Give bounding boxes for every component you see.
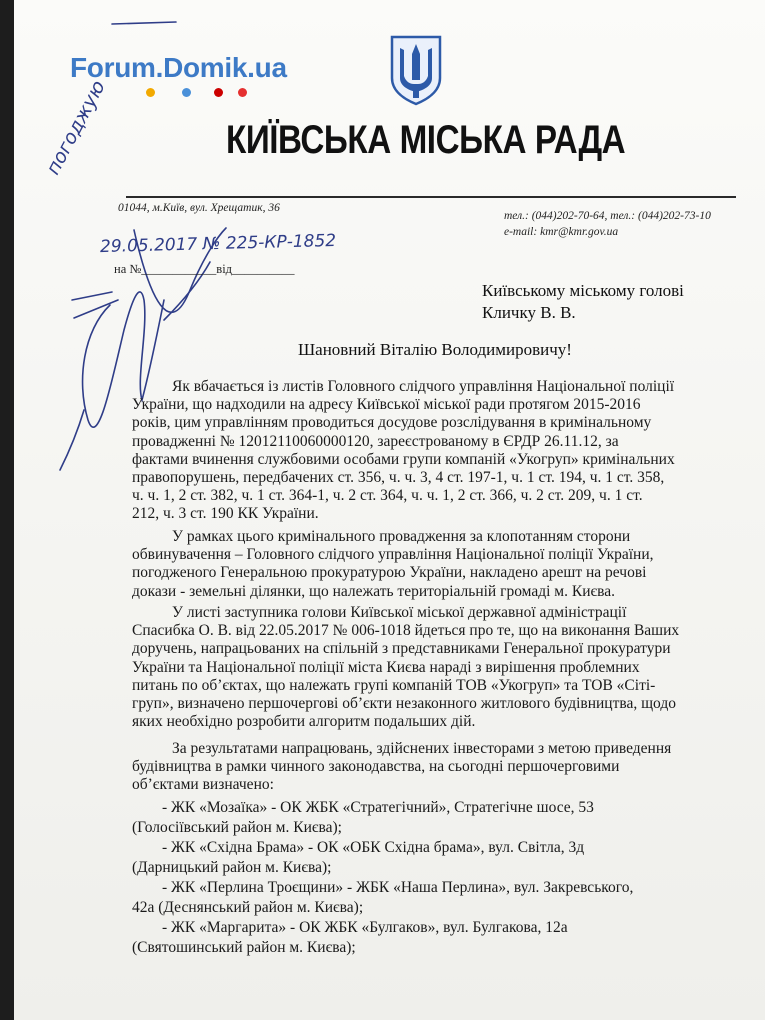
text-line: об’єктами визначено: [132,776,274,794]
text-line: фактами вчинення службовими особами групи компаній «Укогруп» кримінальних [132,450,675,468]
list-item: - ЖК «Мозаїка» - ОК ЖБК «Стратегічний», Стратегічне шосе, 53 [162,799,594,816]
text-line: доручень, напрацьованих на спільній з представниками Генеральної прокуратури [132,640,671,658]
text-line: докази - земельні ділянки, що належать територіальній громаді м. Києва. [132,582,616,600]
paragraph [132,604,748,731]
text-line: України та Національної поліції міста Києва нараді з вирішення проблемних [132,658,640,676]
text-line: погодженого Генеральною прокуратурою України, накладено арешт на речові [132,564,647,582]
text-line: Спасибка О. В. від 22.05.2017 № 006-1018 йдеться про те, що на виконання Ваших [132,622,680,640]
list-item: (Дарницький район м. Києва); [132,859,332,876]
text-line: провадженні № 12012110060000120, зареєстрованому в ЄРДР 26.11.12, за [132,432,619,450]
text-line: яких необхідно розробити алгоритм подальших дій. [132,713,476,731]
text-line: питань по об’єктах, що належать групі компаній ТОВ «Укогруп» та ТОВ «Сіті- [132,676,656,694]
watermark-dot [182,88,191,97]
paragraph [132,378,748,524]
watermark-dot [214,88,223,97]
text-line: За результатами напрацювань, здійснених інвесторами з метою приведення [172,740,672,757]
header-divider [126,196,736,198]
addressee-line: Київському міському голові [482,281,684,300]
text-line: України, що надходили на адресу Київської міської ради протягом 2015-2016 [132,396,641,414]
list-item: (Голосіївський район м. Києва); [132,819,342,836]
text-line: 212, ч. 3 ст. 190 КК України. [132,505,319,523]
text-line: У листі заступника голови Київської міської державної адміністрації [172,604,627,621]
text-line: ч. ч. 1, 2 ст. 382, ч. 1 ст. 364-1, ч. 2 ст. 364, ч. ч. 1, 2 ст. 366, ч. 2 ст. 209, ч. 1 ст. [132,487,643,505]
addressee [482,280,684,324]
council-title: КИЇВСЬКА МІСЬКА РАДА [226,118,626,162]
text-line: будівництва в рамки чинного законодавства, на сьогодні першочерговими [132,758,620,776]
text-line: років, цим управлінням проводиться досудове розслідування в кримінальному [132,414,652,432]
watermark-dot [238,88,247,97]
letter-page [14,0,765,1020]
greeting: Шановний Віталію Володимировичу! [298,340,572,359]
text-line: правопорушень, передбачених ст. 356, ч. ч. 3, 4 ст. 197-1, ч. 1 ст. 194, ч. 1 ст. 358, [132,469,665,487]
registration-number: 29.05.2017 № 225-КР-1852 [99,230,337,258]
paragraph [132,740,748,795]
council-email: e-mail: kmr@kmr.gov.ua [504,226,619,238]
objects-list [132,798,748,958]
text-line: обвинувачення – Головного слідчого управління Національної поліції України, [132,546,654,564]
list-item: - ЖК «Перлина Троєщини» - ЖБК «Наша Перлина», вул. Закревського, [162,879,634,896]
paragraph [132,528,748,601]
coat-of-arms-icon [388,34,444,106]
list-item: - ЖК «Східна Брама» - ОК «ОБК Східна брама», вул. Світла, 3д [162,839,585,856]
watermark: Forum.Domik.ua [70,52,287,83]
list-item: - ЖК «Маргарита» - ОК ЖБК «Булгаков», вул. Булгакова, 12а [162,919,568,936]
reference-line: на №____________від__________ [114,262,295,276]
resolution-note: погоджую [42,76,110,179]
text-line: У рамках цього кримінального провадження за клопотанням сторони [172,528,631,545]
text-line: Як вбачається із листів Головного слідчого управління Національної поліції [172,378,675,395]
list-item: (Святошинський район м. Києва); [132,939,356,956]
watermark-dot [146,88,155,97]
addressee-line: Кличку В. В. [482,303,576,322]
list-item: 42а (Деснянський район м. Києва); [132,899,364,916]
council-address: 01044, м.Київ, вул. Хрещатик, 36 [118,202,280,214]
council-phones: тел.: (044)202-70-64, тел.: (044)202-73-10 [504,210,711,222]
text-line: груп», визначено першочергові об’єкти незаконного житлового будівництва, щодо [132,695,676,713]
